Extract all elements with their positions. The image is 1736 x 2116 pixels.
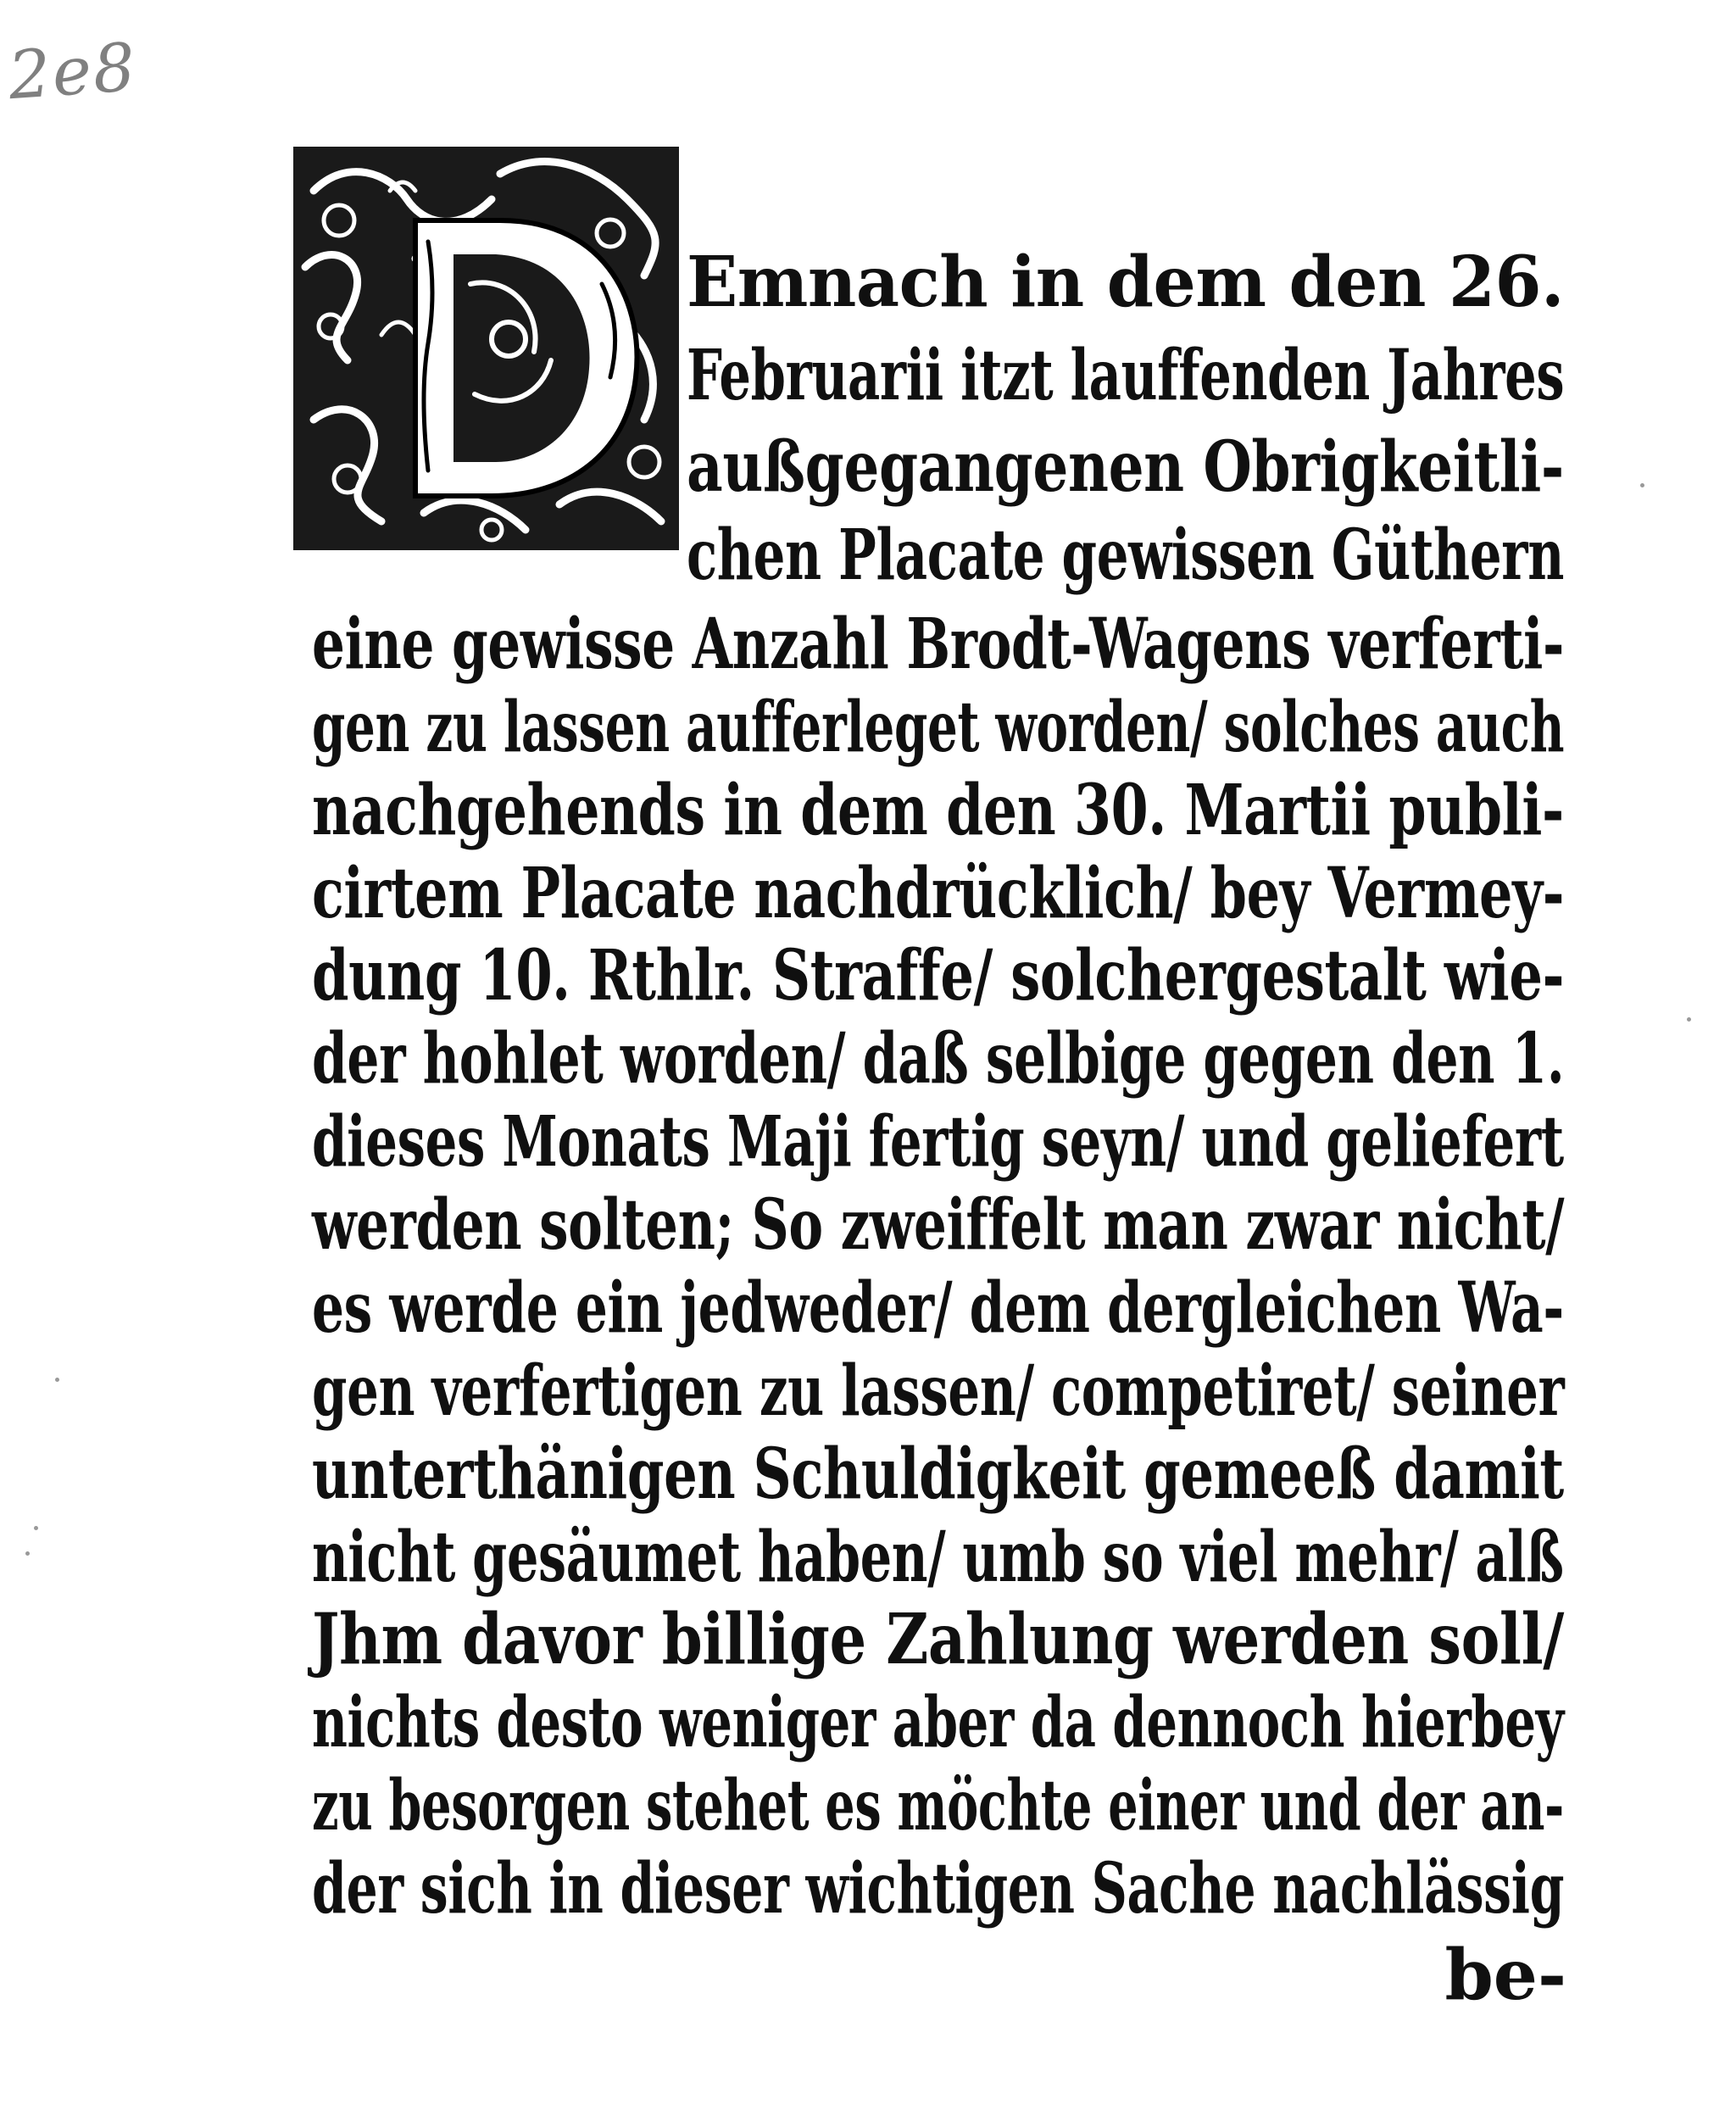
text-line-19: zu besorgen stehet es möchte einer und der an- bbox=[312, 1765, 1564, 1846]
text-line-4: chen Placate gewissen Güthern bbox=[687, 515, 1565, 596]
text-line-15: unterthänigen Schuldigkeit gemeeß damit bbox=[312, 1434, 1564, 1515]
text-line-3: außgegangenen Obrigkeitli- bbox=[687, 426, 1564, 508]
pencil-margin-note: 2e8 bbox=[6, 29, 140, 115]
paper-speck bbox=[1640, 483, 1644, 487]
ornamental-initial-graphic bbox=[288, 140, 682, 555]
text-line-14: gen verfertigen zu lassen/ competiret/ seiner bbox=[312, 1350, 1565, 1432]
text-line-11: dieses Monats Maji fertig seyn/ und geliefert bbox=[312, 1101, 1564, 1183]
catchword: be- bbox=[1444, 1935, 1566, 2016]
text-line-1: Emnach in dem den 26. bbox=[687, 242, 1565, 323]
text-line-12: werden solten; So zweiffelt man zwar nicht/ bbox=[312, 1184, 1565, 1266]
text-line-20: der sich in dieser wichtigen Sache nachlässig bbox=[312, 1848, 1565, 1929]
text-line-8: cirtem Placate nachdrücklich/ bey Vermey- bbox=[312, 853, 1565, 934]
text-line-10: der hohlet worden/ daß selbige gegen den 1. bbox=[312, 1018, 1565, 1100]
text-line-2: Februarii itzt lauffenden Jahres bbox=[687, 335, 1565, 416]
text-line-13: es werde ein jedweder/ dem dergleichen Wa- bbox=[312, 1267, 1564, 1349]
text-line-16: nicht gesäumet haben/ umb so viel mehr/ alß bbox=[312, 1517, 1564, 1598]
text-line-17: Jhm davor billige Zahlung werden soll/ bbox=[312, 1599, 1564, 1680]
paper-speck bbox=[1687, 1017, 1691, 1022]
text-line-5: eine gewisse Anzahl Brodt-Wagens verferti- bbox=[312, 604, 1564, 685]
text-line-7: nachgehends in dem den 30. Martii publi- bbox=[312, 770, 1564, 851]
text-line-9: dung 10. Rthlr. Straffe/ solchergestalt wie- bbox=[312, 935, 1565, 1016]
paper-speck bbox=[25, 1551, 30, 1556]
text-line-18: nichts desto weniger aber da dennoch hierbey bbox=[312, 1682, 1564, 1763]
ornamental-initial-d bbox=[288, 140, 682, 555]
paper-speck bbox=[55, 1378, 59, 1382]
text-line-6: gen zu lassen aufferleget worden/ solches auch bbox=[312, 687, 1565, 768]
paper-speck bbox=[34, 1526, 38, 1530]
